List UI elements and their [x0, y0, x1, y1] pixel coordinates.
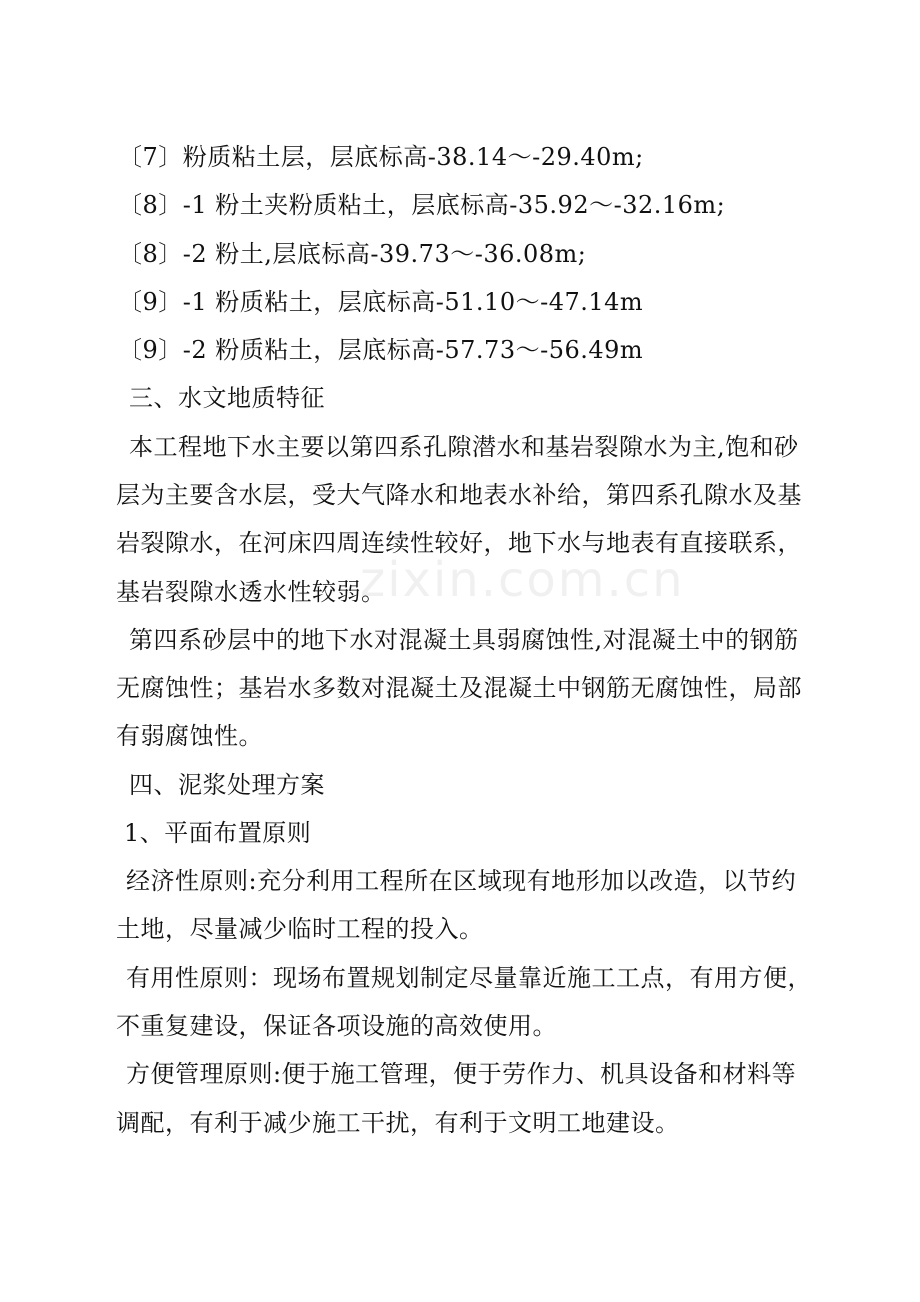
paragraph-line: 方便管理原则:便于施工管理，便于劳作力、机具设备和材料等	[126, 1060, 797, 1088]
paragraph-line: 层为主要含水层，受大气降水和地表水补给，第四系孔隙水及基	[116, 481, 802, 509]
paragraph-line: 岩裂隙水，在河床四周连续性较好，地下水与地表有直接联系，	[116, 529, 802, 557]
paragraph-line: 无腐蚀性；基岩水多数对混凝土及混凝土中钢筋无腐蚀性，局部	[116, 674, 802, 702]
soil-layer-7: 〔7〕粉质粘土层，层底标高-38.14～-29.40m;	[118, 143, 644, 171]
paragraph-line: 调配，有利于减少施工干扰，有利于文明工地建设。	[116, 1109, 680, 1137]
paragraph-line: 本工程地下水主要以第四系孔隙潜水和基岩裂隙水为主,饱和砂	[129, 433, 799, 461]
subsection-heading-layout-principles: 1、平面布置原则	[124, 819, 312, 847]
soil-layer-8-1: 〔8〕-1 粉土夹粉质粘土，层底标高-35.92～-32.16m;	[118, 191, 726, 219]
soil-layer-8-2: 〔8〕-2 粉土,层底标高-39.73～-36.08m;	[118, 240, 587, 268]
paragraph-line: 不重复建设，保证各项设施的高效使用。	[116, 1012, 557, 1040]
soil-layer-9-1: 〔9〕-1 粉质粘土，层底标高-51.10～-47.14m	[118, 288, 644, 316]
paragraph-line: 土地，尽量减少临时工程的投入。	[116, 915, 484, 943]
paragraph-line: 第四系砂层中的地下水对混凝土具弱腐蚀性,对混凝土中的钢筋	[129, 626, 799, 654]
paragraph-line: 基岩裂隙水透水性较弱。	[116, 578, 386, 606]
paragraph-line: 有用性原则：现场布置规划制定尽量靠近施工工点，有用方便，	[126, 964, 812, 992]
watermark: zixin.com.cn	[360, 552, 685, 608]
section-heading-hydrogeology: 三、水文地质特征	[129, 384, 325, 412]
paragraph-line: 有弱腐蚀性。	[116, 722, 263, 750]
section-heading-mud-treatment: 四、泥浆处理方案	[129, 771, 325, 799]
paragraph-line: 经济性原则:充分利用工程所在区域现有地形加以改造，以节约	[126, 867, 797, 895]
soil-layer-9-2: 〔9〕-2 粉质粘土，层底标高-57.73～-56.49m	[118, 336, 644, 364]
